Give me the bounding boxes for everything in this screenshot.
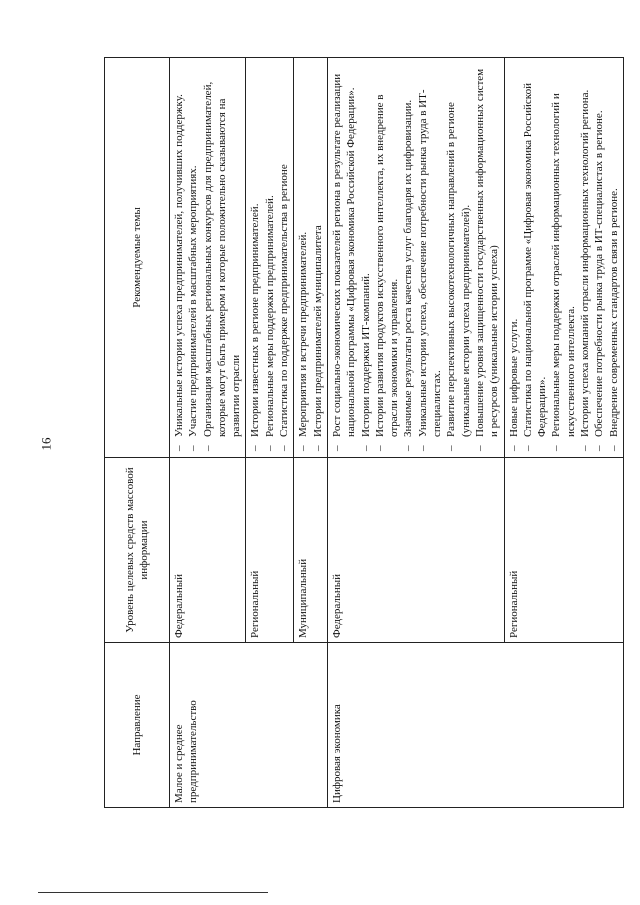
table-row <box>327 58 504 808</box>
page-number: 16 <box>38 437 54 451</box>
topic-item: – Истории развития продуктов искусственного интеллекта, их внедрение в отрасли экономики и управления. <box>373 62 402 453</box>
topic-item: – Значимые результаты роста качества услуг благодаря их цифровизации. <box>401 62 415 453</box>
header-direction: Направление <box>105 643 170 808</box>
topics-cell <box>294 58 328 458</box>
table-row <box>170 58 246 808</box>
topic-item: – Организация масштабных региональных конкурсов для предпринимателей, которые могут быть примером и которые положительно сказываются на развитии отрасли <box>201 62 244 453</box>
topic-item: – Рост социально-экономических показателей региона в результате реализации национальной программы «Цифровая экономика Российской Федерации». <box>330 62 359 453</box>
topic-item: – Истории известных в регионе предпринимателей. <box>248 62 262 453</box>
topic-item: – Истории поддержки ИТ-компаний. <box>359 62 373 453</box>
header-topics: Рекомендуемые темы <box>105 58 170 458</box>
topics-cell <box>327 58 504 458</box>
page-bottom-rule <box>38 892 268 893</box>
topics-cell <box>246 58 294 458</box>
recommended-topics-table <box>104 57 624 808</box>
topic-item: – Новые цифровые услуги. <box>507 62 521 453</box>
level-cell: Региональный <box>246 458 294 643</box>
topic-item: – Обеспечение потребности рынка труда в ИТ-специалистах в регионе. <box>592 62 606 453</box>
level-cell: Федеральный <box>327 458 504 643</box>
topic-item: – Региональные меры поддержки отраслей информационных технологий и искусственного интеллекта. <box>549 62 578 453</box>
topic-item: – Региональные меры поддержки предпринимателей. <box>263 62 277 453</box>
topic-item: – Истории успеха компаний отрасли информационных технологий региона. <box>578 62 592 453</box>
topic-item: – Развитие перспективных высокотехнологичных направлений в регионе (уникальные истории успеха предпринимателей). <box>444 62 473 453</box>
level-cell: Федеральный <box>170 458 246 643</box>
level-cell: Региональный <box>504 458 623 643</box>
direction-cell: Малое и среднее предпринимательство <box>170 643 328 808</box>
table-header-row <box>105 58 170 808</box>
header-media-level: Уровень целевых средств массовой информации <box>105 458 170 643</box>
topic-item: – Уникальные истории успеха, обеспечение потребности рынка труда в ИТ-специалистах. <box>416 62 445 453</box>
level-cell: Муниципальный <box>294 458 328 643</box>
topic-item: – Внедрение современных стандартов связи в регионе. <box>607 62 621 453</box>
topic-item: – Статистика по национальной программе «Цифровая экономика Российской Федерации». <box>521 62 550 453</box>
topics-cell <box>504 58 623 458</box>
topics-cell <box>170 58 246 458</box>
topic-item: – Участие предпринимателей в масштабных мероприятиях. <box>186 62 200 453</box>
topic-item: – Статистика по поддержке предпринимательства в регионе <box>277 62 291 453</box>
topic-item: – Истории предпринимателей муниципалитета <box>311 62 325 453</box>
topic-item: – Уникальные истории успеха предпринимателей, получивших поддержку. <box>172 62 186 453</box>
direction-cell: Цифровая экономика <box>327 643 623 808</box>
topic-item: – Мероприятия и встречи предпринимателей. <box>296 62 310 453</box>
topic-item: – Повышение уровня защищенности государственных информационных систем и ресурсов (уникальные истории успеха) <box>473 62 502 453</box>
rotated-table-container <box>104 58 620 808</box>
